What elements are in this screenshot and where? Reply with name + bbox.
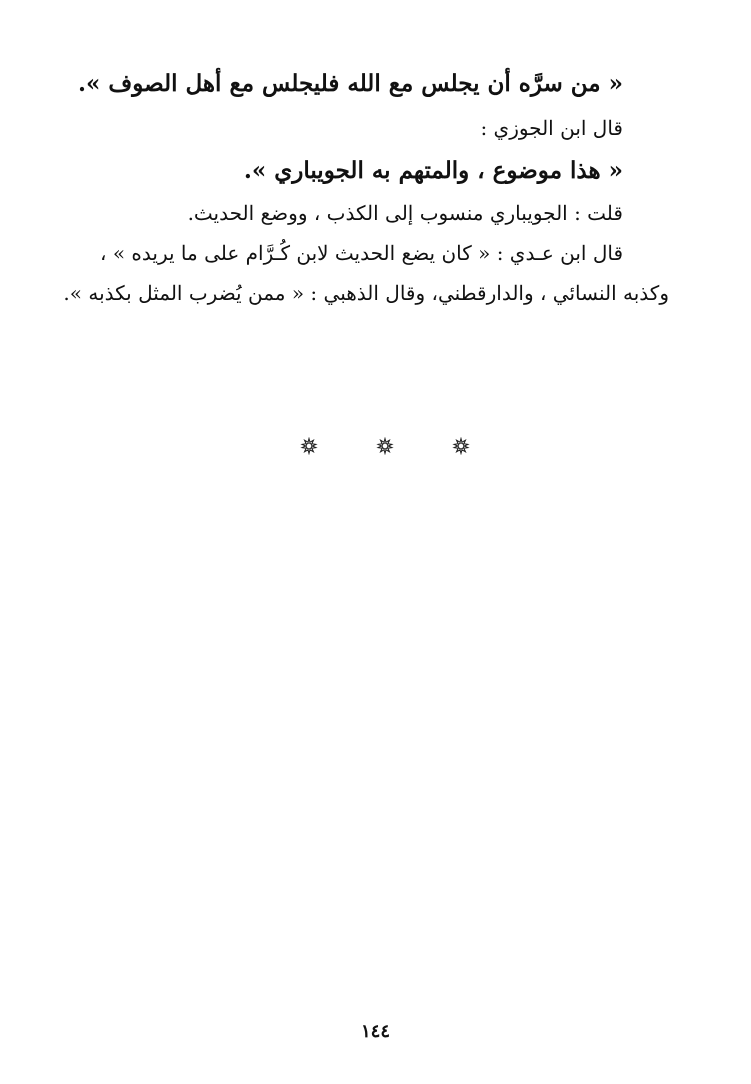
page-number: ١٤٤ (360, 1021, 390, 1042)
ibn-jawzi-attribution-line: قال ابن الجوزي : (480, 115, 623, 140)
section-divider (300, 434, 470, 458)
nasai-dhahabi-line: وكذبه النسائي ، والدارقطني، وقال الذهبي : « ممن يُضرب المثل بكذبه ». (63, 281, 669, 306)
main-text-block (63, 70, 669, 306)
fabrication-judgment-line: « هذا موضوع ، والمتهم به الجويباري ». (243, 156, 623, 184)
ibn-adi-line: قال ابن عـدي : « كان يضع الحديث لابن كُـرَّام على ما يريده » ، (100, 241, 623, 266)
star-flower-icon (452, 437, 470, 455)
commentary-line: قلت : الجويباري منسوب إلى الكذب ، ووضع الحديث. (187, 201, 623, 226)
quoted-hadith-line: « من سرَّه أن يجلس مع الله فليجلس مع أهل الصوف ». (78, 70, 623, 97)
star-flower-icon (300, 437, 318, 455)
star-flower-icon (376, 437, 394, 455)
